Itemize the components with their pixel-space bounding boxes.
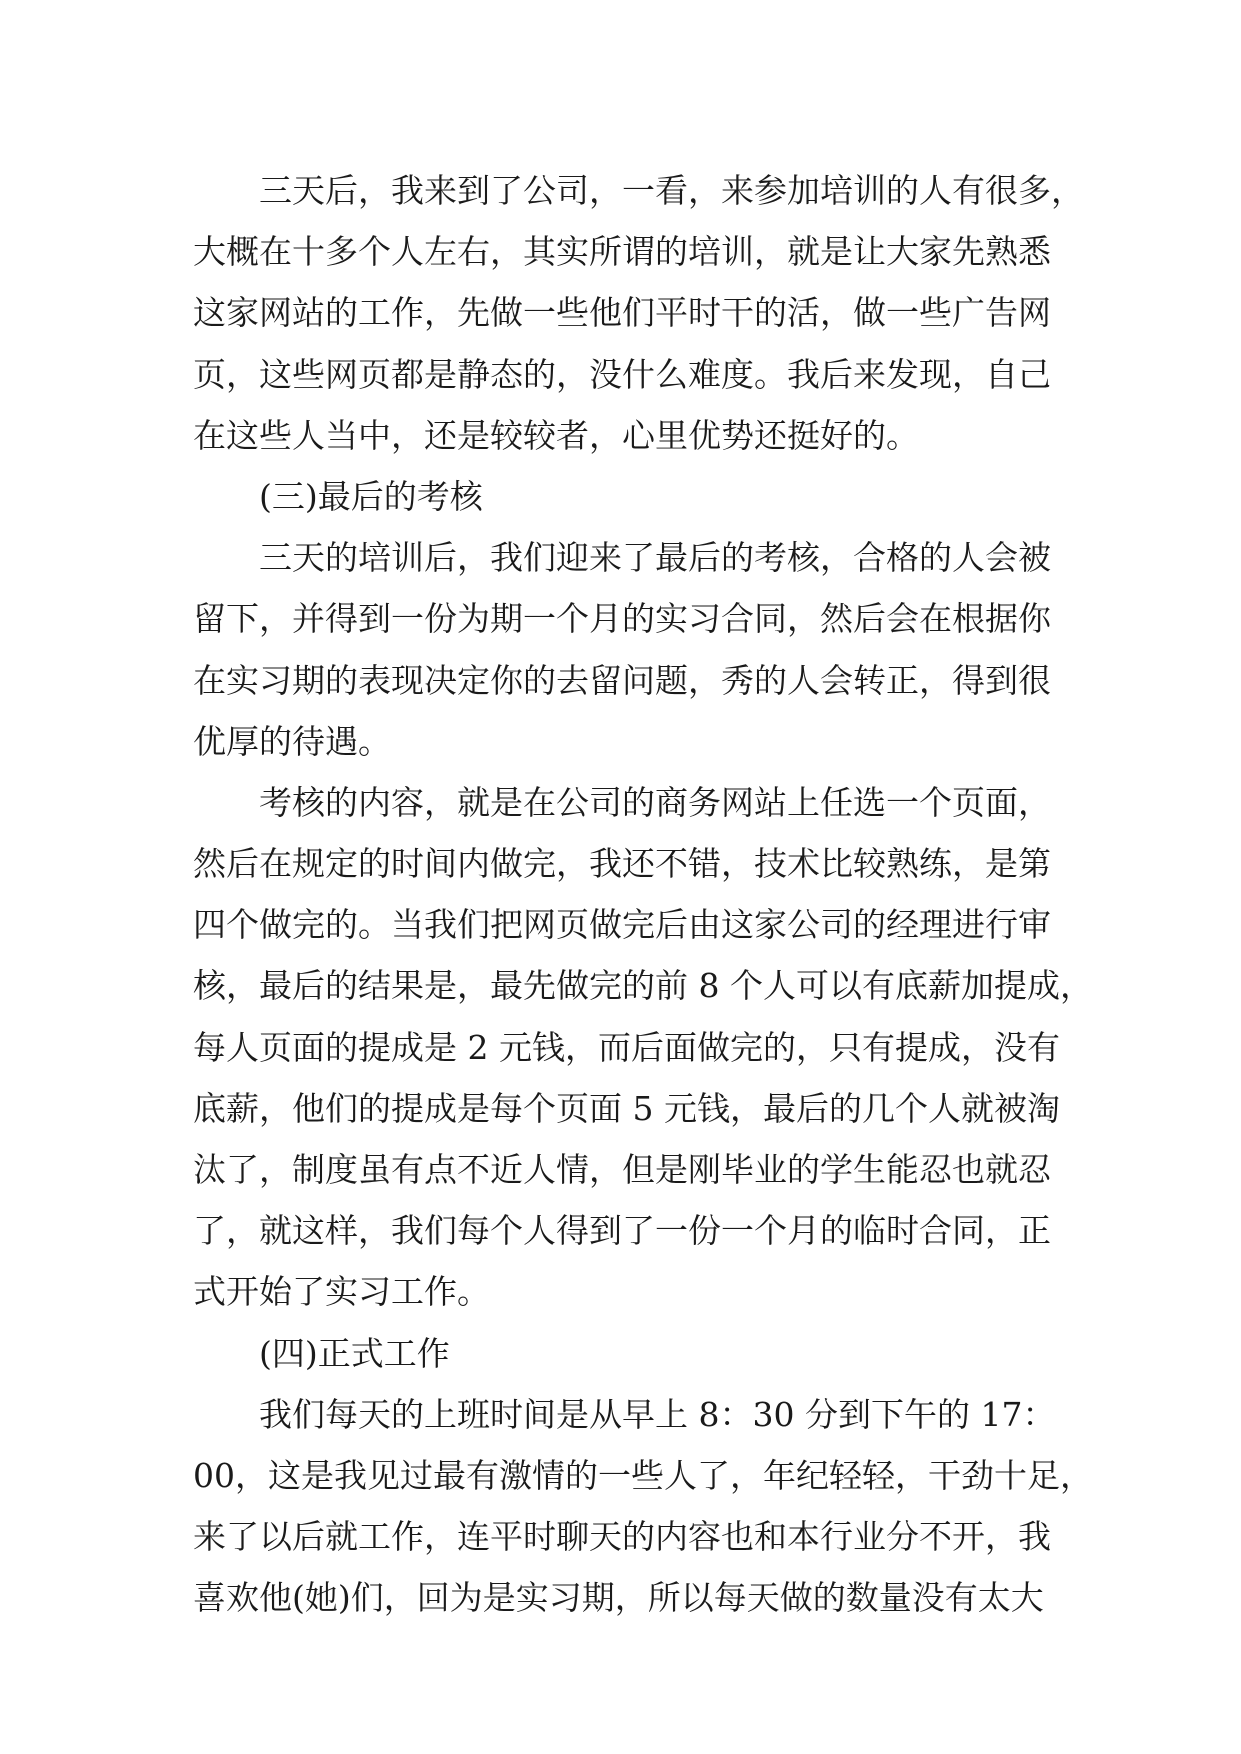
text-line: 四个做完的。当我们把网页做完后由这家公司的经理进行审 — [193, 905, 1051, 945]
text-line: 每人页面的提成是 2 元钱，而后面做完的，只有提成，没有 — [193, 1027, 1060, 1067]
text-line: 汰了，制度虽有点不近人情，但是刚毕业的学生能忍也就忍 — [193, 1150, 1051, 1189]
text-line: 然后在规定的时间内做完，我还不错，技术比较熟练，是第 — [193, 844, 1051, 884]
text-line: 页，这些网页都是静态的，没什么难度。我后来发现，自己 — [193, 354, 1051, 394]
text-line: 了，就这样，我们每个人得到了一份一个月的临时合同，正 — [193, 1211, 1051, 1251]
paragraph-first-line: 三天的培训后，我们迎来了最后的考核，合格的人会被 — [259, 538, 1051, 578]
paragraph-first-line: (四)正式工作 — [259, 1333, 450, 1373]
paragraph-first-line: 考核的内容，就是在公司的商务网站上任选一个页面， — [259, 782, 1051, 822]
text-line: 大概在十多个人左右，其实所谓的培训，就是让大家先熟悉 — [193, 232, 1051, 272]
text-line: 优厚的待遇。 — [193, 721, 391, 761]
text-line: 来了以后就工作，连平时聊天的内容也和本行业分不开，我 — [193, 1517, 1051, 1557]
paragraph-first-line: 三天后，我来到了公司，一看，来参加培训的人有很多， — [259, 171, 1084, 210]
text-line: 留下，并得到一份为期一个月的实习合同，然后会在根据你 — [193, 599, 1051, 639]
text-line: 核，最后的结果是，最先做完的前 8 个人可以有底薪加提成， — [193, 966, 1093, 1006]
text-line: 底薪，他们的提成是每个页面 5 元钱，最后的几个人就被淘 — [193, 1088, 1060, 1128]
paragraph-first-line: (三)最后的考核 — [259, 476, 483, 516]
paragraph-first-line: 我们每天的上班时间是从早上 8：30 分到下午的 17： — [259, 1394, 1056, 1434]
text-line: 在这些人当中，还是较较者，心里优势还挺好的。 — [193, 415, 919, 455]
text-line: 式开始了实习工作。 — [193, 1272, 490, 1312]
text-line: 00，这是我见过最有激情的一些人了，年纪轻轻，干劲十足， — [193, 1455, 1093, 1495]
text-line: 在实习期的表现决定你的去留问题，秀的人会转正，得到很 — [193, 660, 1051, 700]
body-text — [193, 160, 1093, 1629]
text-line: 这家网站的工作，先做一些他们平时干的活，做一些广告网 — [193, 293, 1051, 333]
text-line: 喜欢他(她)们，回为是实习期，所以每天做的数量没有太大 — [193, 1578, 1044, 1618]
